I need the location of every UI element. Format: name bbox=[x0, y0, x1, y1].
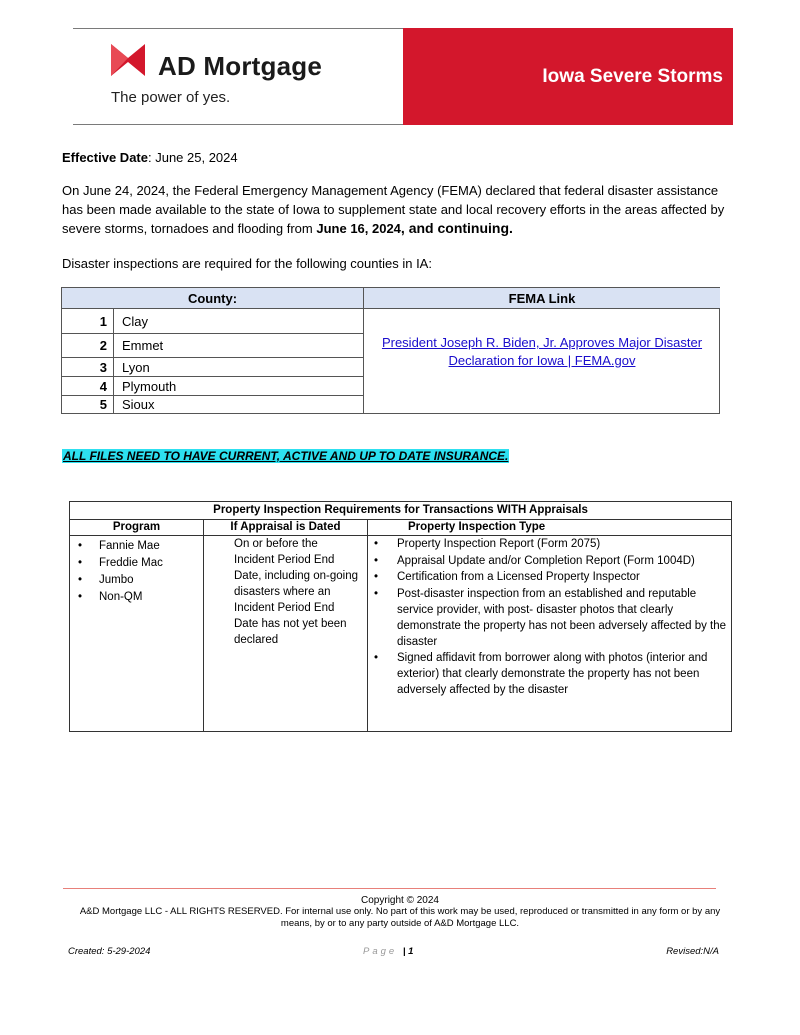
list-item: • Appraisal Update and/or Completion Report (Form 1004D) bbox=[372, 553, 730, 569]
insurance-notice-text: ALL FILES NEED TO HAVE CURRENT, ACTIVE AND UP TO DATE INSURANCE bbox=[63, 449, 506, 463]
header-bottom-rule bbox=[73, 124, 404, 125]
list-item: • Post-disaster inspection from an established and reputable service provider, with post- disaster photos that clearly demonstrate the property has not been adversely affected by the disaster bbox=[372, 586, 730, 650]
county-number: 4 bbox=[62, 377, 114, 395]
list-item: • Property Inspection Report (Form 2075) bbox=[372, 536, 730, 552]
header-top-rule bbox=[73, 28, 404, 29]
document-title: Iowa Severe Storms bbox=[542, 66, 723, 87]
copyright: Copyright © 2024 bbox=[361, 895, 439, 906]
county-number: 2 bbox=[62, 334, 114, 357]
county-number: 5 bbox=[62, 396, 114, 413]
brand-tagline: The power of yes. bbox=[111, 89, 231, 106]
intro-paragraph bbox=[62, 181, 732, 238]
dated-column-header: If Appraisal is Dated bbox=[203, 520, 368, 536]
effective-date bbox=[62, 148, 238, 167]
table-row bbox=[62, 334, 364, 358]
page-number bbox=[363, 946, 413, 957]
list-item: • Jumbo bbox=[78, 572, 163, 589]
list-item: • Freddie Mac bbox=[78, 555, 163, 572]
county-number: 3 bbox=[62, 358, 114, 376]
county-name: Plymouth bbox=[122, 379, 177, 394]
list-item: • Certification from a Licensed Property Inspector bbox=[372, 569, 730, 585]
inspections-note: Disaster inspections are required for the following counties in IA: bbox=[62, 256, 432, 271]
title-banner bbox=[403, 28, 733, 125]
list-item: • Non-QM bbox=[78, 589, 163, 606]
county-table bbox=[61, 287, 720, 414]
county-number: 1 bbox=[62, 309, 114, 333]
property-table-title: Property Inspection Requirements for Transactions WITH Appraisals bbox=[70, 502, 731, 520]
county-column-header: County: bbox=[62, 288, 364, 309]
table-row bbox=[62, 396, 364, 413]
county-name: Lyon bbox=[122, 360, 150, 375]
program-column-header: Program bbox=[70, 520, 203, 536]
county-name: Emmet bbox=[122, 338, 164, 353]
brand-name: AD Mortgage bbox=[158, 51, 322, 81]
revised-date: Revised:N/A bbox=[666, 946, 719, 957]
fema-link[interactable] bbox=[364, 334, 720, 370]
fema-link-line-1[interactable]: President Joseph R. Biden, Jr. Approves Major Disaster bbox=[381, 335, 703, 350]
intro-date: June 16, 2024 bbox=[316, 221, 401, 236]
fema-column-header: FEMA Link bbox=[364, 288, 720, 309]
created-date: Created: 5-29-2024 bbox=[68, 946, 151, 957]
list-item: • Fannie Mae bbox=[78, 538, 163, 555]
type-column-header: Property Inspection Type bbox=[368, 520, 731, 536]
rights-notice: A&D Mortgage LLC - ALL RIGHTS RESERVED. For internal use only. No part of this work may be used, reproduced or transmitted in any form or by any means, by or to any party outside of A&D Mortgage LLC. bbox=[79, 906, 721, 929]
table-row bbox=[62, 377, 364, 396]
county-name: Sioux bbox=[122, 397, 155, 412]
property-inspection-table bbox=[69, 501, 732, 732]
dated-text: On or before the Incident Period End Date, including on-going disasters where an Incident Period End Date has not yet been declared bbox=[234, 538, 359, 646]
ad-logo-icon bbox=[111, 44, 145, 76]
program-list bbox=[78, 538, 163, 606]
intro-text: On June 24, 2024, the Federal Emergency Management Agency (FEMA) declared that federal disaster assistance has been made available to the state of Iowa to supplement state and local recovery efforts in the areas affected by severe storms, tornadoes and flooding from bbox=[62, 183, 725, 236]
intro-continuing: , and continuing. bbox=[400, 220, 513, 236]
table-row bbox=[62, 358, 364, 377]
insurance-notice: ALL FILES NEED TO HAVE CURRENT, ACTIVE AND UP TO DATE INSURANCE. bbox=[63, 449, 509, 463]
fema-link-line-2[interactable]: Declaration for Iowa | FEMA.gov bbox=[448, 353, 636, 368]
inspection-type-list bbox=[372, 536, 730, 699]
county-name: Clay bbox=[122, 314, 149, 329]
page-number-value: | 1 bbox=[402, 946, 414, 957]
effective-date-value: : June 25, 2024 bbox=[147, 150, 238, 165]
column-divider bbox=[203, 520, 204, 731]
column-divider bbox=[367, 520, 368, 731]
effective-date-label: Effective Date bbox=[62, 150, 148, 165]
list-item: • Signed affidavit from borrower along with photos (interior and exterior) that clearly demonstrate the property has not been adversely affected by the disaster bbox=[372, 650, 730, 698]
page-label: Page bbox=[363, 946, 398, 957]
footer-rule bbox=[63, 888, 716, 889]
table-row bbox=[62, 309, 364, 334]
